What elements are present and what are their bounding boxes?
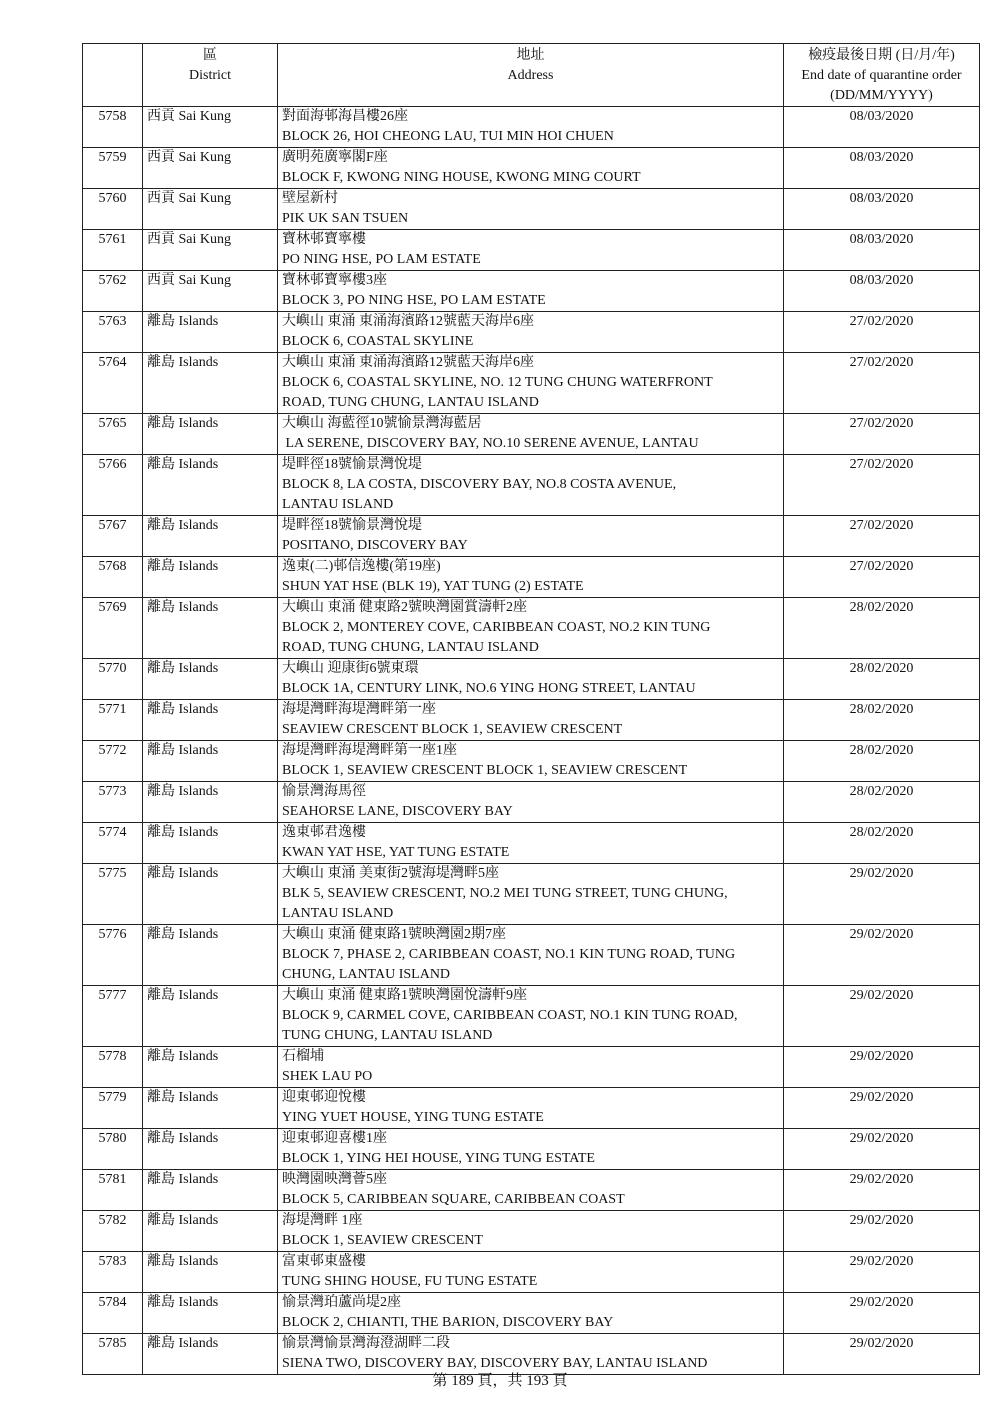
row-district: 離島 Islands: [143, 1170, 278, 1211]
header-date-format: (DD/MM/YYYY): [830, 88, 933, 103]
table-row: [83, 1211, 980, 1252]
row-number: 5763: [83, 312, 143, 353]
row-address: [278, 312, 784, 353]
table-row: [83, 823, 980, 864]
row-end-date: 29/02/2020: [784, 1293, 980, 1334]
address-line-zh: 愉景灣愉景灣海澄湖畔二段: [282, 1336, 450, 1351]
address-line-en: YING YUET HOUSE, YING TUNG ESTATE: [282, 1110, 544, 1125]
row-number: 5761: [83, 230, 143, 271]
row-end-date: 28/02/2020: [784, 700, 980, 741]
header-date-en: End date of quarantine order: [801, 68, 962, 83]
address-line-zh: 富東邨東盛樓: [282, 1254, 366, 1269]
row-number: 5782: [83, 1211, 143, 1252]
row-number: 5781: [83, 1170, 143, 1211]
address-line-en: SIENA TWO, DISCOVERY BAY, DISCOVERY BAY, LANTAU ISLAND: [282, 1356, 708, 1371]
row-address: [278, 271, 784, 312]
address-line-en: SHEK LAU PO: [282, 1069, 373, 1084]
address-line-en: LANTAU ISLAND: [282, 906, 394, 921]
row-end-date: 08/03/2020: [784, 189, 980, 230]
table-row: [83, 782, 980, 823]
address-line-zh: 壁屋新村: [282, 191, 338, 206]
header-number-cell: [83, 44, 143, 107]
row-district: 西貢 Sai Kung: [143, 230, 278, 271]
row-number: 5764: [83, 353, 143, 414]
row-number: 5762: [83, 271, 143, 312]
row-address: [278, 1211, 784, 1252]
address-line-en: BLOCK 1, YING HEI HOUSE, YING TUNG ESTATE: [282, 1151, 595, 1166]
table-row: [83, 353, 980, 414]
row-district: 離島 Islands: [143, 516, 278, 557]
address-line-en: BLOCK 1, SEAVIEW CRESCENT BLOCK 1, SEAVIEW CRESCENT: [282, 763, 688, 778]
address-line-en: BLOCK 1, SEAVIEW CRESCENT: [282, 1233, 483, 1248]
row-district: 離島 Islands: [143, 1252, 278, 1293]
address-line-en: PO NING HSE, PO LAM ESTATE: [282, 252, 481, 267]
row-end-date: 27/02/2020: [784, 557, 980, 598]
address-line-zh: 海堤灣畔海堤灣畔第一座1座: [282, 743, 457, 758]
row-end-date: 28/02/2020: [784, 659, 980, 700]
header-address-en: Address: [507, 68, 554, 83]
row-end-date: 29/02/2020: [784, 986, 980, 1047]
table-row: [83, 230, 980, 271]
header-district-en: District: [189, 68, 231, 83]
address-line-en: ROAD, TUNG CHUNG, LANTAU ISLAND: [282, 395, 539, 410]
row-end-date: 29/02/2020: [784, 925, 980, 986]
row-end-date: 29/02/2020: [784, 1047, 980, 1088]
row-number: 5769: [83, 598, 143, 659]
address-line-en: BLOCK 3, PO NING HSE, PO LAM ESTATE: [282, 293, 546, 308]
row-address: [278, 557, 784, 598]
address-line-zh: 迎東邨迎悅樓: [282, 1090, 366, 1105]
address-line-zh: 寶林邨寶寧樓3座: [282, 273, 387, 288]
row-number: 5760: [83, 189, 143, 230]
address-line-zh: 大嶼山 東涌 健東路1號映灣園悅濤軒9座: [282, 988, 527, 1003]
address-line-en: BLOCK 9, CARMEL COVE, CARIBBEAN COAST, NO.1 KIN TUNG ROAD,: [282, 1008, 738, 1023]
address-line-zh: 大嶼山 東涌 健東路2號映灣園賞濤軒2座: [282, 600, 527, 615]
row-number: 5766: [83, 455, 143, 516]
address-line-en: TUNG SHING HOUSE, FU TUNG ESTATE: [282, 1274, 538, 1289]
header-address-zh: 地址: [516, 48, 545, 63]
row-address: [278, 516, 784, 557]
row-address: [278, 148, 784, 189]
table-row: [83, 107, 980, 148]
address-line-en: BLK 5, SEAVIEW CRESCENT, NO.2 MEI TUNG STREET, TUNG CHUNG,: [282, 886, 728, 901]
row-address: [278, 986, 784, 1047]
table-row: [83, 414, 980, 455]
row-district: 離島 Islands: [143, 864, 278, 925]
row-end-date: 29/02/2020: [784, 1088, 980, 1129]
address-line-en: BLOCK 8, LA COSTA, DISCOVERY BAY, NO.8 COSTA AVENUE,: [282, 477, 677, 492]
row-district: 離島 Islands: [143, 1334, 278, 1375]
row-address: [278, 189, 784, 230]
row-address: [278, 864, 784, 925]
header-date-cell: [784, 44, 980, 107]
row-number: 5758: [83, 107, 143, 148]
page-footer: 第 189 頁，共 193 頁: [432, 1373, 568, 1389]
table-row: [83, 1252, 980, 1293]
row-address: [278, 598, 784, 659]
address-line-en: BLOCK 2, MONTEREY COVE, CARIBBEAN COAST, NO.2 KIN TUNG: [282, 620, 711, 635]
row-number: 5767: [83, 516, 143, 557]
row-address: [278, 700, 784, 741]
row-end-date: 28/02/2020: [784, 782, 980, 823]
row-end-date: 29/02/2020: [784, 1170, 980, 1211]
row-end-date: 28/02/2020: [784, 823, 980, 864]
row-address: [278, 1047, 784, 1088]
table-row: [83, 741, 980, 782]
row-address: [278, 1170, 784, 1211]
address-line-zh: 海堤灣畔海堤灣畔第一座: [282, 702, 436, 717]
row-number: 5772: [83, 741, 143, 782]
row-address: [278, 230, 784, 271]
row-end-date: 29/02/2020: [784, 1211, 980, 1252]
row-district: 西貢 Sai Kung: [143, 189, 278, 230]
address-line-zh: 逸東(二)邨信逸樓(第19座): [282, 559, 441, 574]
quarantine-table: [82, 43, 980, 1375]
row-number: 5773: [83, 782, 143, 823]
row-district: 離島 Islands: [143, 312, 278, 353]
row-number: 5774: [83, 823, 143, 864]
table-row: [83, 1047, 980, 1088]
table-row: [83, 864, 980, 925]
row-district: 離島 Islands: [143, 823, 278, 864]
table-row: [83, 986, 980, 1047]
address-line-zh: 海堤灣畔 1座: [282, 1213, 363, 1228]
row-end-date: 08/03/2020: [784, 230, 980, 271]
row-end-date: 27/02/2020: [784, 414, 980, 455]
table-row: [83, 148, 980, 189]
row-number: 5771: [83, 700, 143, 741]
row-district: 離島 Islands: [143, 1293, 278, 1334]
address-line-en: CHUNG, LANTAU ISLAND: [282, 967, 451, 982]
address-line-en: LA SERENE, DISCOVERY BAY, NO.10 SERENE AVENUE, LANTAU: [282, 436, 699, 451]
address-line-en: BLOCK 7, PHASE 2, CARIBBEAN COAST, NO.1 KIN TUNG ROAD, TUNG: [282, 947, 736, 962]
address-line-zh: 大嶼山 東涌 東涌海濱路12號藍天海岸6座: [282, 314, 534, 329]
address-line-en: BLOCK 6, COASTAL SKYLINE: [282, 334, 474, 349]
row-end-date: 27/02/2020: [784, 455, 980, 516]
row-number: 5784: [83, 1293, 143, 1334]
row-address: [278, 1252, 784, 1293]
table-row: [83, 516, 980, 557]
address-line-en: SEAHORSE LANE, DISCOVERY BAY: [282, 804, 513, 819]
row-end-date: 08/03/2020: [784, 271, 980, 312]
address-line-zh: 廣明苑廣寧閣F座: [282, 150, 388, 165]
row-address: [278, 925, 784, 986]
address-line-zh: 大嶼山 迎康街6號東環: [282, 661, 419, 676]
address-line-zh: 大嶼山 東涌 東涌海濱路12號藍天海岸6座: [282, 355, 534, 370]
row-district: 離島 Islands: [143, 659, 278, 700]
table-row: [83, 1293, 980, 1334]
address-line-zh: 石榴埔: [282, 1049, 324, 1064]
header-date-zh: 檢疫最後日期 (日/月/年): [808, 48, 955, 63]
row-district: 離島 Islands: [143, 1129, 278, 1170]
address-line-en: SHUN YAT HSE (BLK 19), YAT TUNG (2) ESTATE: [282, 579, 584, 594]
row-district: 離島 Islands: [143, 557, 278, 598]
row-district: 離島 Islands: [143, 925, 278, 986]
row-end-date: 29/02/2020: [784, 1334, 980, 1375]
address-line-en: POSITANO, DISCOVERY BAY: [282, 538, 468, 553]
row-district: 離島 Islands: [143, 782, 278, 823]
row-address: [278, 823, 784, 864]
address-line-zh: 對面海邨海昌樓26座: [282, 109, 408, 124]
row-number: 5776: [83, 925, 143, 986]
table-row: [83, 1088, 980, 1129]
row-district: 離島 Islands: [143, 598, 278, 659]
row-district: 西貢 Sai Kung: [143, 148, 278, 189]
header-district-zh: 區: [203, 48, 217, 63]
row-district: 離島 Islands: [143, 986, 278, 1047]
address-line-zh: 迎東邨迎喜樓1座: [282, 1131, 387, 1146]
address-line-zh: 映灣園映灣薈5座: [282, 1172, 387, 1187]
table-row: [83, 312, 980, 353]
header-district-cell: [143, 44, 278, 107]
row-end-date: 28/02/2020: [784, 598, 980, 659]
row-end-date: 08/03/2020: [784, 148, 980, 189]
row-number: 5780: [83, 1129, 143, 1170]
header-address-cell: [278, 44, 784, 107]
table-row: [83, 700, 980, 741]
row-district: 離島 Islands: [143, 353, 278, 414]
row-district: 離島 Islands: [143, 414, 278, 455]
row-number: 5785: [83, 1334, 143, 1375]
row-end-date: 29/02/2020: [784, 864, 980, 925]
address-line-en: BLOCK F, KWONG NING HOUSE, KWONG MING COURT: [282, 170, 641, 185]
table-row: [83, 189, 980, 230]
row-address: [278, 414, 784, 455]
row-number: 5765: [83, 414, 143, 455]
row-number: 5778: [83, 1047, 143, 1088]
row-end-date: 28/02/2020: [784, 741, 980, 782]
row-district: 離島 Islands: [143, 455, 278, 516]
row-address: [278, 659, 784, 700]
table-row: [83, 271, 980, 312]
row-address: [278, 1129, 784, 1170]
row-district: 離島 Islands: [143, 1047, 278, 1088]
row-district: 離島 Islands: [143, 1211, 278, 1252]
table-row: [83, 659, 980, 700]
row-district: 離島 Islands: [143, 741, 278, 782]
address-line-en: BLOCK 5, CARIBBEAN SQUARE, CARIBBEAN COAST: [282, 1192, 625, 1207]
row-district: 離島 Islands: [143, 1088, 278, 1129]
row-address: [278, 1088, 784, 1129]
row-end-date: 27/02/2020: [784, 516, 980, 557]
address-line-en: LANTAU ISLAND: [282, 497, 394, 512]
row-address: [278, 455, 784, 516]
table-row: [83, 1170, 980, 1211]
row-number: 5770: [83, 659, 143, 700]
row-end-date: 08/03/2020: [784, 107, 980, 148]
address-line-en: ROAD, TUNG CHUNG, LANTAU ISLAND: [282, 640, 539, 655]
row-number: 5777: [83, 986, 143, 1047]
address-line-zh: 大嶼山 東涌 健東路1號映灣園2期7座: [282, 927, 506, 942]
table-row: [83, 557, 980, 598]
row-end-date: 27/02/2020: [784, 353, 980, 414]
row-district: 離島 Islands: [143, 700, 278, 741]
address-line-zh: 愉景灣珀蘆尚堤2座: [282, 1295, 401, 1310]
address-line-en: BLOCK 6, COASTAL SKYLINE, NO. 12 TUNG CHUNG WATERFRONT: [282, 375, 713, 390]
address-line-zh: 寶林邨寶寧樓: [282, 232, 366, 247]
address-line-zh: 大嶼山 東涌 美東街2號海堤灣畔5座: [282, 866, 499, 881]
address-line-zh: 堤畔徑18號愉景灣悅堤: [282, 518, 422, 533]
row-address: [278, 782, 784, 823]
row-end-date: 29/02/2020: [784, 1129, 980, 1170]
address-line-en: BLOCK 1A, CENTURY LINK, NO.6 YING HONG STREET, LANTAU: [282, 681, 696, 696]
row-end-date: 27/02/2020: [784, 312, 980, 353]
row-number: 5768: [83, 557, 143, 598]
row-address: [278, 741, 784, 782]
table-row: [83, 1129, 980, 1170]
table-body: [83, 107, 980, 1375]
address-line-en: KWAN YAT HSE, YAT TUNG ESTATE: [282, 845, 510, 860]
address-line-en: BLOCK 26, HOI CHEONG LAU, TUI MIN HOI CHUEN: [282, 129, 614, 144]
address-line-en: PIK UK SAN TSUEN: [282, 211, 409, 226]
address-line-en: TUNG CHUNG, LANTAU ISLAND: [282, 1028, 493, 1043]
address-line-en: SEAVIEW CRESCENT BLOCK 1, SEAVIEW CRESCENT: [282, 722, 623, 737]
row-district: 西貢 Sai Kung: [143, 271, 278, 312]
row-district: 西貢 Sai Kung: [143, 107, 278, 148]
row-address: [278, 353, 784, 414]
table-row: [83, 455, 980, 516]
address-line-zh: 愉景灣海馬徑: [282, 784, 366, 799]
table-row: [83, 598, 980, 659]
row-address: [278, 1293, 784, 1334]
address-line-zh: 大嶼山 海藍徑10號愉景灣海藍居: [282, 416, 482, 431]
address-line-zh: 逸東邨君逸樓: [282, 825, 366, 840]
row-number: 5775: [83, 864, 143, 925]
address-line-zh: 堤畔徑18號愉景灣悅堤: [282, 457, 422, 472]
table-header-row: [83, 44, 980, 107]
row-address: [278, 107, 784, 148]
row-end-date: 29/02/2020: [784, 1252, 980, 1293]
row-number: 5759: [83, 148, 143, 189]
table-row: [83, 925, 980, 986]
row-number: 5783: [83, 1252, 143, 1293]
row-number: 5779: [83, 1088, 143, 1129]
address-line-en: BLOCK 2, CHIANTI, THE BARION, DISCOVERY BAY: [282, 1315, 614, 1330]
